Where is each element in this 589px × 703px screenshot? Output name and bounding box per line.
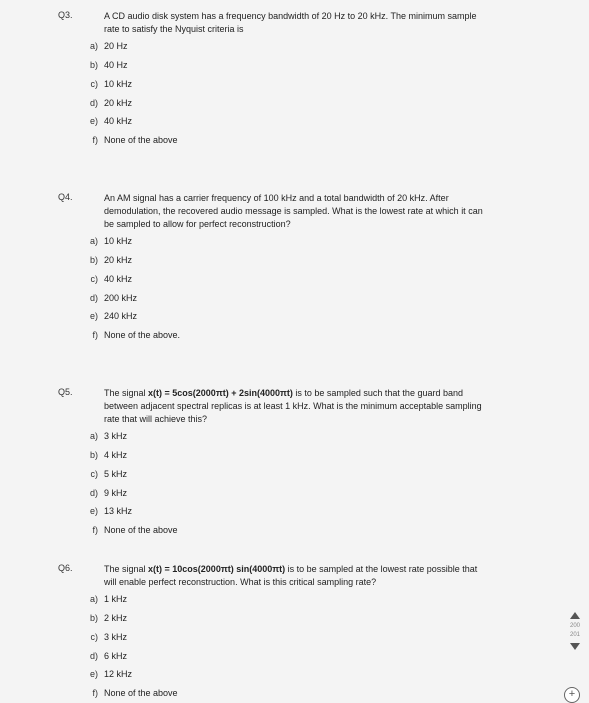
option-letter: c) xyxy=(90,274,98,284)
option-text: 40 Hz xyxy=(104,60,128,70)
answer-option[interactable] xyxy=(0,116,589,130)
option-letter: f) xyxy=(92,688,98,698)
option-letter: b) xyxy=(89,255,98,265)
option-text: 6 kHz xyxy=(104,651,128,661)
answer-option[interactable] xyxy=(0,469,589,483)
question-line: rate that will achieve this? xyxy=(104,414,208,424)
question-number: Q3. xyxy=(58,10,73,20)
option-text: 40 kHz xyxy=(104,274,133,284)
option-text: None of the above. xyxy=(104,330,181,340)
question-line xyxy=(104,387,524,400)
answer-option[interactable] xyxy=(0,651,589,665)
answer-option[interactable] xyxy=(0,274,589,288)
answer-option[interactable] xyxy=(0,41,589,55)
question-line: between adjacent spectral replicas is at least 1 kHz. What is the minimum acceptable sampling xyxy=(104,401,482,411)
answer-option[interactable] xyxy=(0,488,589,502)
answer-option[interactable] xyxy=(0,613,589,627)
option-letter: f) xyxy=(92,525,98,535)
question-number: Q5. xyxy=(58,387,73,397)
option-text: 10 kHz xyxy=(104,236,133,246)
option-text: 40 kHz xyxy=(104,116,133,126)
answer-option[interactable] xyxy=(0,135,589,149)
question-line: An AM signal has a carrier frequency of 100 kHz and a total bandwidth of 20 kHz. After xyxy=(104,193,449,203)
option-letter: d) xyxy=(89,488,98,498)
option-text: 13 kHz xyxy=(104,506,133,516)
option-letter: a) xyxy=(89,236,98,246)
question-text xyxy=(104,387,524,426)
answer-option[interactable] xyxy=(0,525,589,539)
page-scroller xyxy=(563,612,587,650)
question-number: Q4. xyxy=(58,192,73,202)
option-text: 2 kHz xyxy=(104,613,128,623)
option-text: 3 kHz xyxy=(104,431,128,441)
option-text: 5 kHz xyxy=(104,469,128,479)
answer-option[interactable] xyxy=(0,236,589,250)
option-letter: d) xyxy=(89,293,98,303)
answer-option[interactable] xyxy=(0,669,589,683)
option-letter: a) xyxy=(89,431,98,441)
option-letter: e) xyxy=(89,506,98,516)
signal-expression: x(t) = 5cos(2000πt) + 2sin(4000πt) xyxy=(148,388,293,398)
option-text: 20 Hz xyxy=(104,41,128,51)
option-letter: c) xyxy=(90,79,98,89)
answer-option[interactable] xyxy=(0,431,589,445)
answer-option[interactable] xyxy=(0,293,589,307)
question-line: A CD audio disk system has a frequency bandwidth of 20 Hz to 20 kHz. The minimum sample xyxy=(104,11,477,21)
scroll-down-icon[interactable] xyxy=(570,643,580,650)
option-letter: e) xyxy=(89,116,98,126)
question-number: Q6. xyxy=(58,563,73,573)
option-letter: d) xyxy=(89,98,98,108)
option-letter: a) xyxy=(89,41,98,51)
option-letter: a) xyxy=(89,594,98,604)
option-text: 20 kHz xyxy=(104,98,133,108)
answer-option[interactable] xyxy=(0,594,589,608)
option-text: 200 kHz xyxy=(104,293,138,303)
answer-option[interactable] xyxy=(0,98,589,112)
question-text-part: The signal xyxy=(104,564,149,574)
question-text-part: is to be sampled at the lowest rate possible that xyxy=(285,564,478,574)
zoom-in-icon[interactable]: + xyxy=(564,687,580,703)
option-text: 12 kHz xyxy=(104,669,133,679)
option-text: 4 kHz xyxy=(104,450,128,460)
scroll-up-icon[interactable] xyxy=(570,612,580,619)
question-line: demodulation, the recovered audio message is sampled. What is the lowest rate at which it can xyxy=(104,206,483,216)
question-text xyxy=(104,192,524,231)
question-text-part: is to be sampled such that the guard band xyxy=(292,388,463,398)
question-line: be sampled to allow for perfect reconstruction? xyxy=(104,219,291,229)
option-text: 10 kHz xyxy=(104,79,133,89)
question-text xyxy=(104,563,524,589)
question-text-part: The signal xyxy=(104,388,149,398)
answer-option[interactable] xyxy=(0,311,589,325)
option-letter: c) xyxy=(90,632,98,642)
option-letter: d) xyxy=(89,651,98,661)
answer-option[interactable] xyxy=(0,79,589,93)
answer-option[interactable] xyxy=(0,60,589,74)
option-text: 20 kHz xyxy=(104,255,133,265)
option-text: None of the above xyxy=(104,525,178,535)
question-line: will enable perfect reconstruction. What is this critical sampling rate? xyxy=(104,577,377,587)
question-line xyxy=(104,563,524,576)
question-text xyxy=(104,10,524,36)
option-text: 1 kHz xyxy=(104,594,128,604)
answer-option[interactable] xyxy=(0,450,589,464)
answer-option[interactable] xyxy=(0,330,589,344)
option-text: None of the above xyxy=(104,135,178,145)
option-letter: c) xyxy=(90,469,98,479)
option-letter: e) xyxy=(89,311,98,321)
answer-option[interactable] xyxy=(0,255,589,269)
option-letter: f) xyxy=(92,330,98,340)
answer-option[interactable] xyxy=(0,632,589,646)
option-text: 9 kHz xyxy=(104,488,128,498)
question-line: rate to satisfy the Nyquist criteria is xyxy=(104,24,244,34)
option-letter: f) xyxy=(92,135,98,145)
option-text: None of the above xyxy=(104,688,178,698)
page-number: 201 xyxy=(569,632,580,638)
option-letter: b) xyxy=(89,60,98,70)
option-letter: b) xyxy=(89,613,98,623)
option-text: 3 kHz xyxy=(104,632,128,642)
option-text: 240 kHz xyxy=(104,311,138,321)
page-number: 200 xyxy=(569,623,580,629)
option-letter: e) xyxy=(89,669,98,679)
answer-option[interactable] xyxy=(0,506,589,520)
signal-expression: x(t) = 10cos(2000πt) sin(4000πt) xyxy=(148,564,286,574)
option-letter: b) xyxy=(89,450,98,460)
